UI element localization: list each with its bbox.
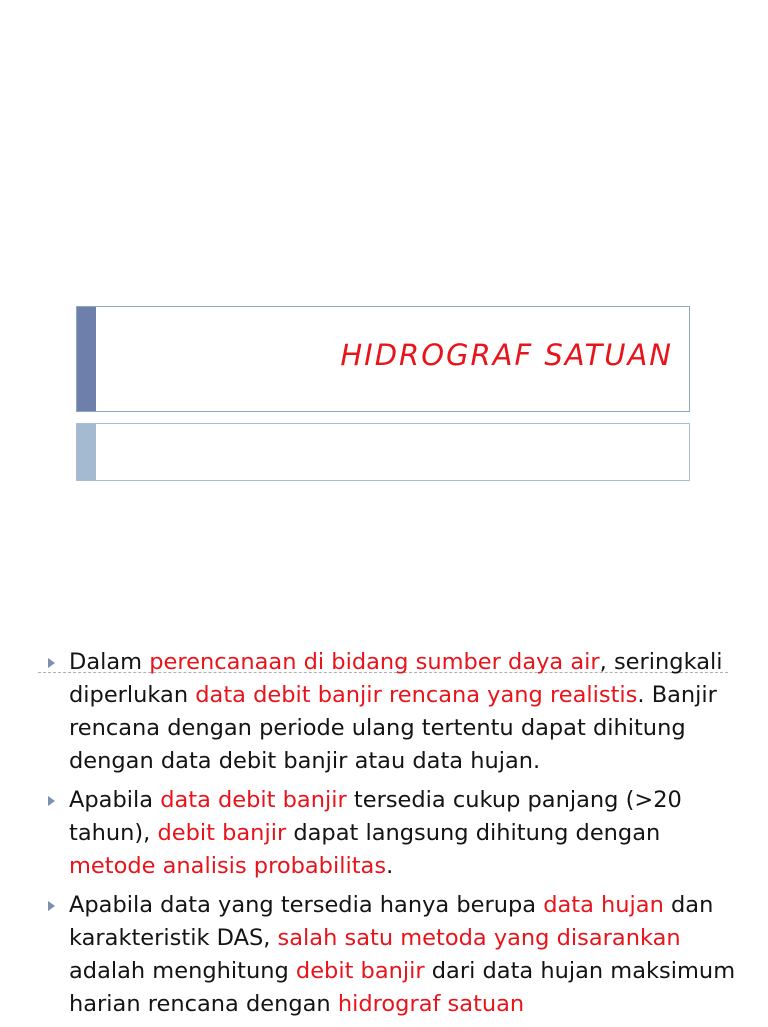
slide-title: HIDROGRAF SATUAN bbox=[340, 338, 673, 372]
bullet-text bbox=[69, 649, 723, 774]
highlight-segment: metode analisis probabilitas bbox=[69, 853, 387, 879]
highlight-segment: data debit banjir bbox=[160, 787, 347, 813]
text-segment: Dalam bbox=[69, 649, 150, 675]
bullet-item bbox=[44, 646, 744, 778]
highlight-segment: debit banjir bbox=[295, 958, 425, 984]
subtitle-box bbox=[76, 423, 690, 481]
text-segment: Apabila bbox=[69, 787, 161, 813]
text-segment: dapat langsung dihitung dengan bbox=[286, 820, 661, 846]
bullet-arrow-icon bbox=[48, 796, 55, 806]
title-accent-bar bbox=[77, 307, 96, 411]
bullet-text bbox=[69, 787, 682, 879]
bullet-arrow-icon bbox=[48, 658, 55, 668]
highlight-segment: salah satu metoda yang disarankan bbox=[277, 925, 681, 951]
text-segment: . Banjir rencana dengan periode ulang tertentu dapat dihitung dengan data debit banjir atau data hujan. bbox=[69, 682, 717, 774]
text-segment: tersedia cukup panjang (>20 tahun), bbox=[69, 787, 682, 846]
highlight-segment: perencanaan di bidang sumber daya air bbox=[149, 649, 600, 675]
highlight-segment: data hujan bbox=[543, 892, 664, 918]
bullet-list bbox=[44, 646, 744, 1027]
text-segment: dan karakteristik DAS, bbox=[69, 892, 714, 951]
highlight-segment: hidrograf satuan bbox=[337, 991, 525, 1017]
text-segment: . bbox=[386, 853, 394, 879]
bullet-text bbox=[69, 892, 735, 1017]
bullet-item bbox=[44, 784, 744, 883]
highlight-segment: debit banjir bbox=[157, 820, 287, 846]
text-segment: adalah menghitung bbox=[69, 958, 296, 984]
title-box bbox=[76, 306, 690, 412]
bullet-item bbox=[44, 889, 744, 1021]
subtitle-accent-bar bbox=[77, 424, 96, 480]
highlight-segment: data debit banjir rencana yang realistis bbox=[195, 682, 638, 708]
text-segment: dari data hujan maksimum harian rencana dengan bbox=[69, 958, 736, 1017]
text-segment: Apabila data yang tersedia hanya berupa bbox=[69, 892, 544, 918]
text-segment: , seringkali diperlukan bbox=[69, 649, 723, 708]
bullet-arrow-icon bbox=[48, 901, 55, 911]
